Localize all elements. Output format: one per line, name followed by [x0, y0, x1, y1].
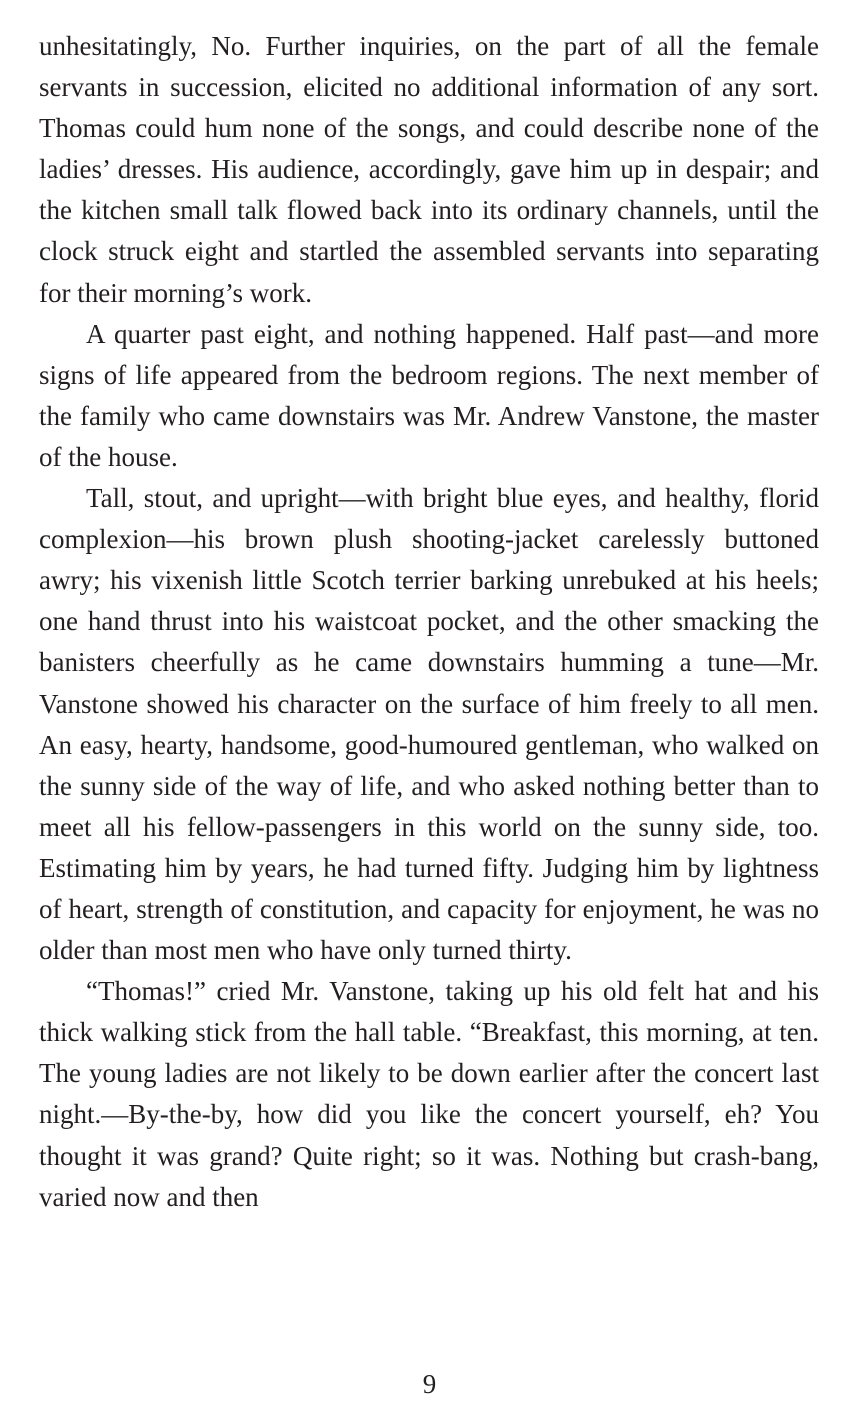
paragraph-3: Tall, stout, and upright—with bright blue eyes, and healthy, florid complexion—his brown plush shooting-jacket carelessly buttoned awry; his vixenish little Scotch terrier barking unrebuked at his heels; one hand thrust into his waistcoat pocket, and the other smacking the banisters cheerfully as he came downstairs humming a tune—Mr. Vanstone showed his character on the surface of him freely to all men. An easy, hearty, handsome, good-humoured gentleman, who walked on the sunny side of the way of life, and who asked nothing better than to meet all his fellow-passengers in this world on the sunny side, too. Estimating him by years, he had turned fifty. Judging him by lightness of heart, strength of constitution, and capacity for enjoyment, he was no older than most men who have only turned thirty.	[39, 483, 819, 966]
paragraph-1: unhesitatingly, No. Further inquiries, on the part of all the female servants in succession, elicited no additional information of any sort. Thomas could hum none of the songs, and could describe none of the ladies’ dresses. His audience, accordingly, gave him up in despair; and the kitchen small talk flowed back into its ordinary channels, until the clock struck eight and startled the assembled servants into separating for their morning’s work.	[39, 31, 819, 308]
page-body	[39, 26, 819, 1218]
paragraph-4: “Thomas!” cried Mr. Vanstone, taking up his old felt hat and his thick walking stick from the hall table. “Breakfast, this morning, at ten. The young ladies are not likely to be down earlier after the concert last night.—By-the-by, how did you like the concert yourself, eh? You thought it was grand? Quite right; so it was. Nothing but crash-bang, varied now and then	[39, 976, 819, 1212]
page-number: 9	[422, 1369, 437, 1399]
paragraph-2: A quarter past eight, and nothing happened. Half past—and more signs of life appeared from the bedroom regions. The next member of the family who came downstairs was Mr. Andrew Vanstone, the master of the house.	[39, 318, 819, 472]
